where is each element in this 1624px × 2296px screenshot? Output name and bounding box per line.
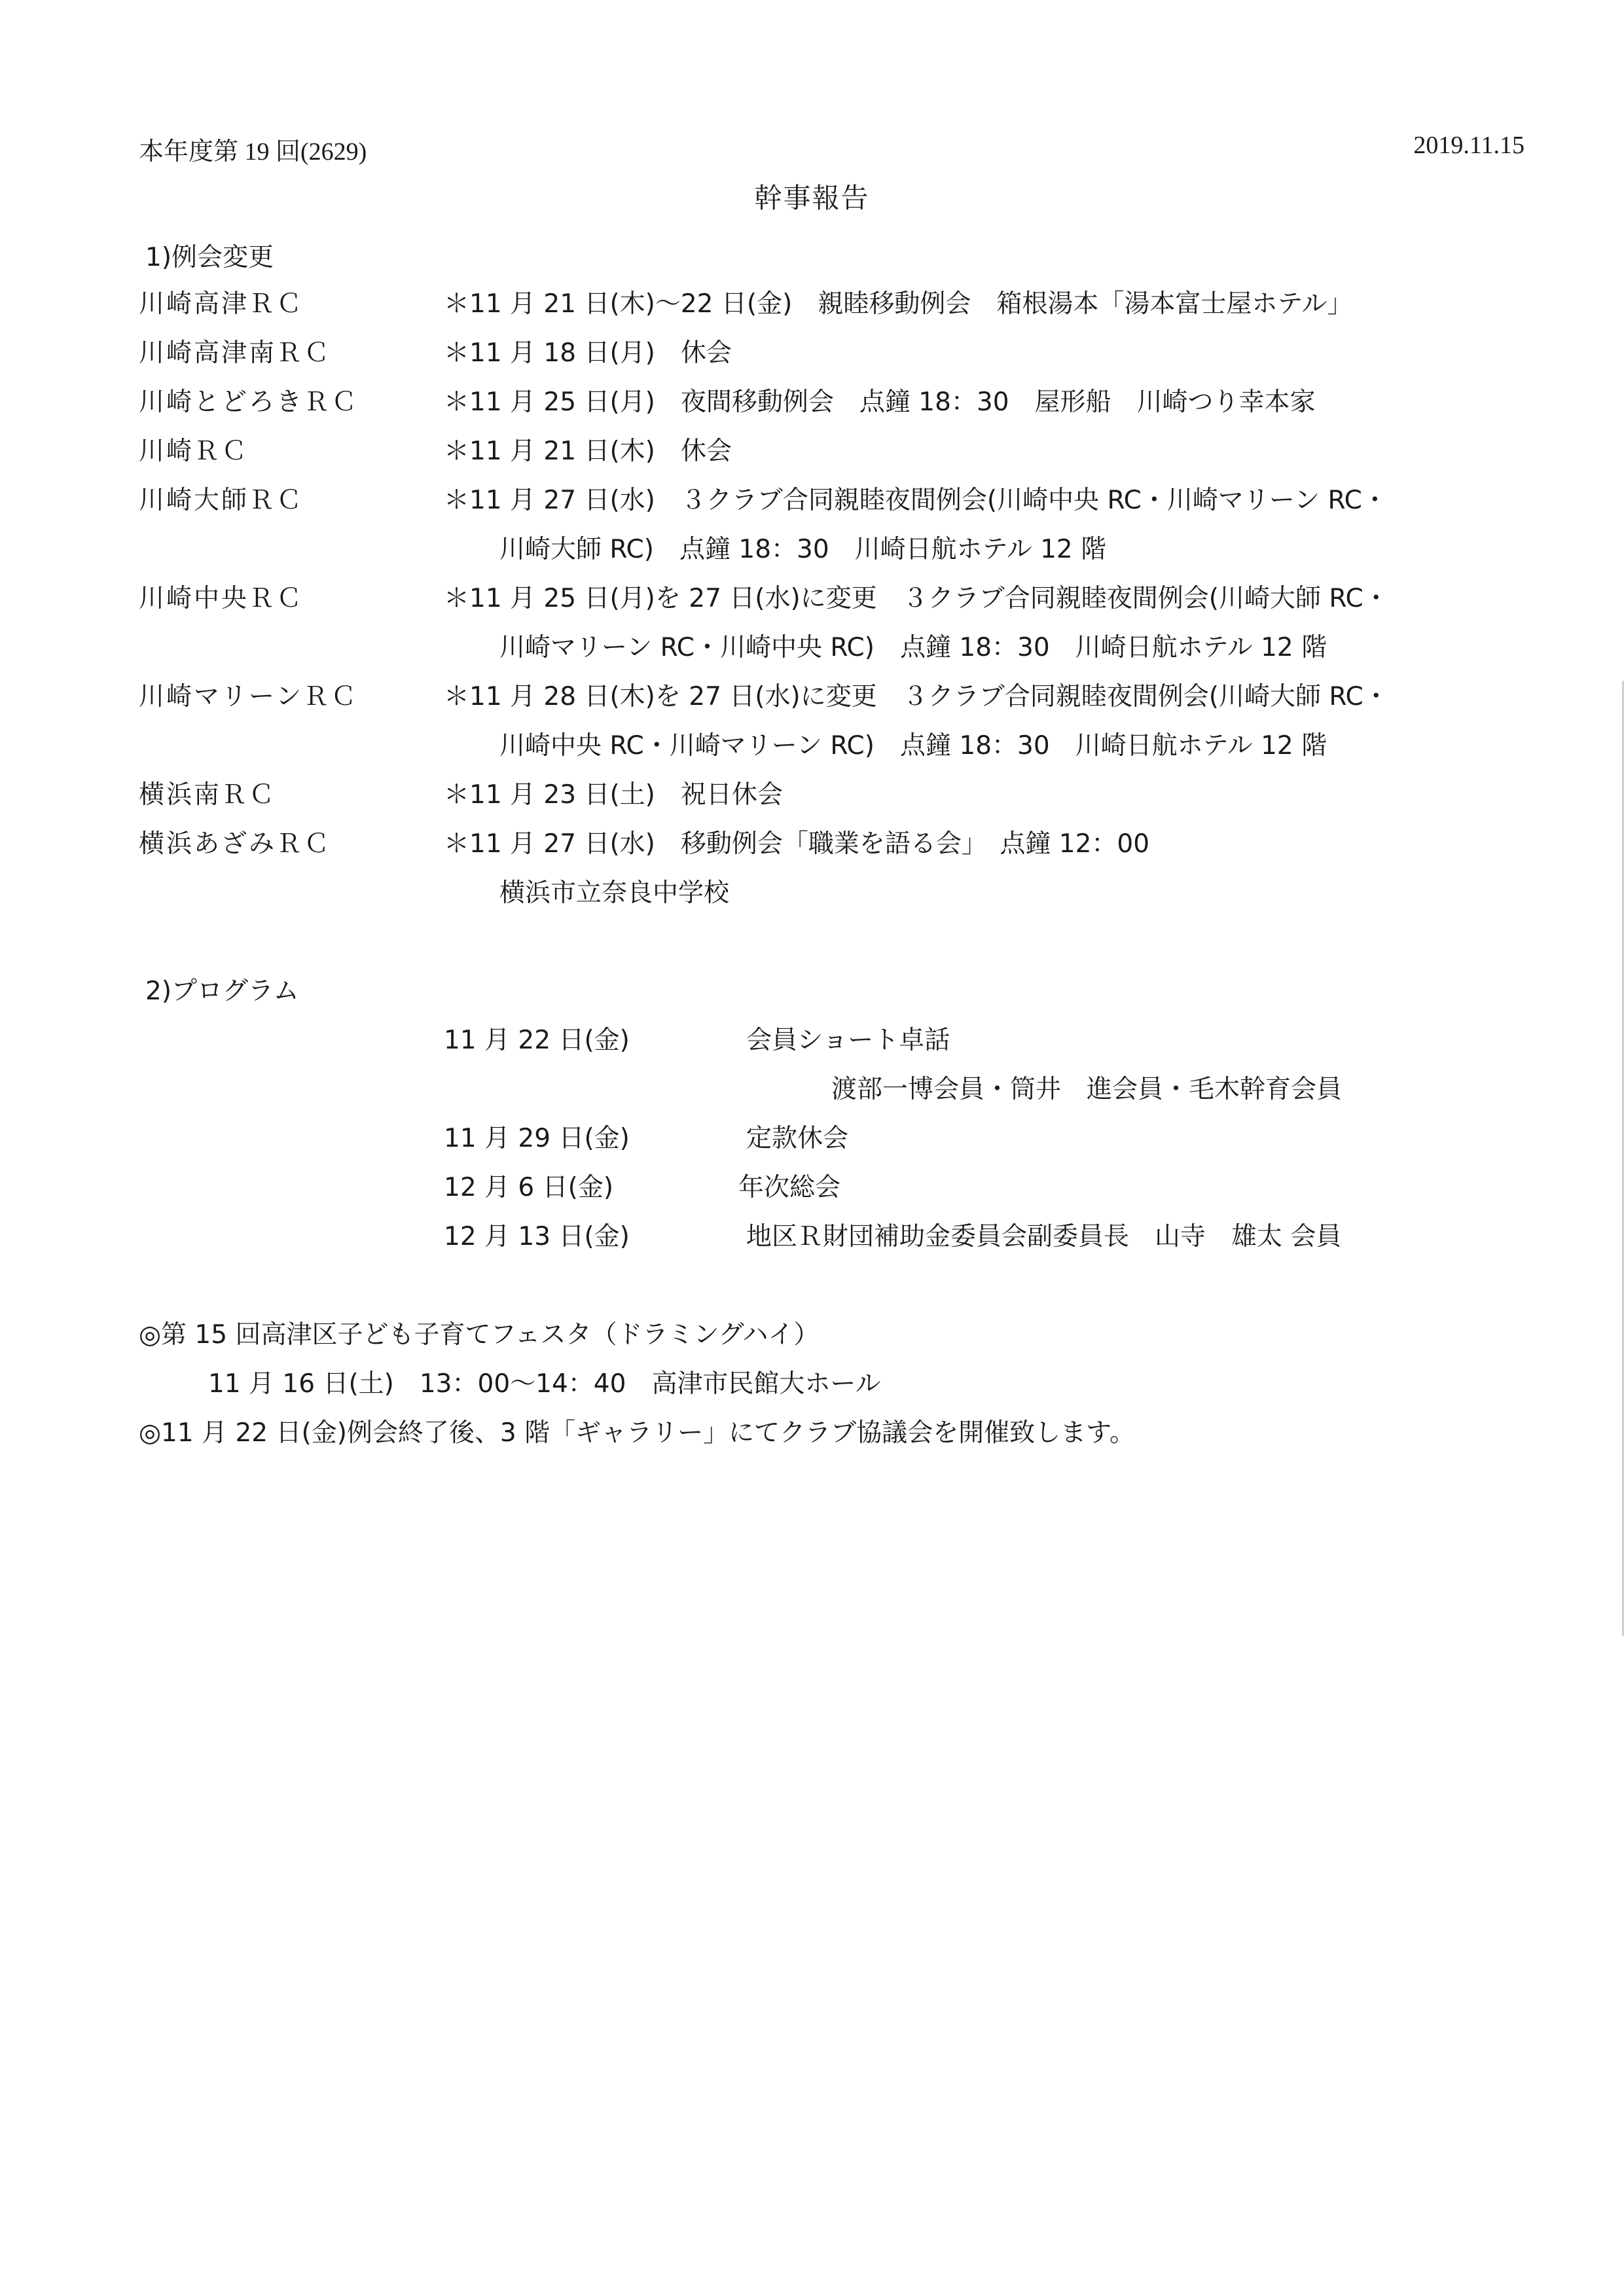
change-text: ＊11 月 27 日(水) ３クラブ合同親睦夜間例会(川崎中央 RC・川崎マリーン RC・ xyxy=(444,486,1388,515)
program-title: 地区Ｒ財団補助金委員会副委員長 山寺 雄太 会員 xyxy=(746,1222,1342,1251)
club-name: 川崎大師ＲＣ xyxy=(139,486,304,515)
program-item xyxy=(0,1216,1624,1253)
change-text-continued: 横浜市立奈良中学校 xyxy=(499,878,730,908)
list-item xyxy=(0,283,1624,320)
program-item xyxy=(0,1167,1624,1204)
change-text-continued: 川崎大師 RC) 点鐘 18：30 川崎日航ホテル 12 階 xyxy=(499,535,1107,564)
program-date: 12 月 6 日(金) xyxy=(444,1173,614,1202)
list-item xyxy=(0,774,1624,811)
list-item-continuation xyxy=(0,725,1624,762)
list-item xyxy=(0,431,1624,467)
program-date: 12 月 13 日(金) xyxy=(444,1222,630,1251)
report-date: 2019.11.15 xyxy=(1413,132,1525,159)
club-name: 川崎中央ＲＣ xyxy=(139,584,304,613)
change-text: ＊11 月 21 日(木)～22 日(金) 親睦移動例会 箱根湯本「湯本富士屋ホテル」 xyxy=(444,289,1353,319)
program-date: 11 月 29 日(金) xyxy=(444,1124,630,1153)
club-name: 川崎とどろきＲＣ xyxy=(139,387,359,417)
change-text: ＊11 月 21 日(木) 休会 xyxy=(444,437,732,466)
change-text-continued: 川崎マリーン RC・川崎中央 RC) 点鐘 18：30 川崎日航ホテル 12 階 xyxy=(499,633,1327,662)
section-heading-program: 2)プログラム xyxy=(145,977,299,1006)
note-festa-details: 11 月 16 日(土) 13：00～14：40 高津市民館大ホール xyxy=(208,1369,881,1399)
program-speakers: 渡部一博会員・筒井 進会員・毛木幹育会員 xyxy=(831,1075,1343,1104)
list-item xyxy=(0,332,1624,369)
list-item xyxy=(0,480,1624,516)
club-name: 川崎ＲＣ xyxy=(139,437,249,466)
change-text: ＊11 月 25 日(月)を 27 日(水)に変更 ３クラブ合同親睦夜間例会(川崎大師 RC・ xyxy=(444,584,1389,613)
club-name: 川崎高津南ＲＣ xyxy=(139,338,332,368)
change-text: ＊11 月 23 日(土) 祝日休会 xyxy=(444,780,783,810)
program-title: 年次総会 xyxy=(738,1173,841,1202)
change-text: ＊11 月 27 日(水) 移動例会「職業を語る会」 点鐘 12：00 xyxy=(444,829,1150,859)
note-club-assembly: ◎11 月 22 日(金)例会終了後、3 階「ギャラリー」にてクラブ協議会を開催致します。 xyxy=(139,1418,1135,1448)
section-heading-meeting-changes: 1)例会変更 xyxy=(145,243,274,272)
list-item-continuation xyxy=(0,872,1624,909)
program-title: 定款休会 xyxy=(746,1124,849,1153)
list-item xyxy=(0,823,1624,860)
change-text: ＊11 月 25 日(月) 夜間移動例会 点鐘 18：30 屋形船 川崎つり幸本家 xyxy=(444,387,1316,417)
program-item xyxy=(0,1020,1624,1056)
program-date: 11 月 22 日(金) xyxy=(444,1026,630,1055)
list-item-continuation xyxy=(0,529,1624,565)
list-item xyxy=(0,676,1624,713)
club-name: 川崎マリーンＲＣ xyxy=(139,682,359,711)
list-item xyxy=(0,578,1624,615)
change-text-continued: 川崎中央 RC・川崎マリーン RC) 点鐘 18：30 川崎日航ホテル 12 階 xyxy=(499,731,1327,761)
list-item xyxy=(0,382,1624,418)
program-item xyxy=(0,1118,1624,1155)
club-name: 川崎高津ＲＣ xyxy=(139,289,304,319)
page-title: 幹事報告 xyxy=(754,182,870,214)
change-text: ＊11 月 18 日(月) 休会 xyxy=(444,338,732,368)
list-item-continuation xyxy=(0,627,1624,664)
note-festa: ◎第 15 回高津区子ども子育てフェスタ（ドラミングハイ） xyxy=(139,1320,820,1350)
change-text: ＊11 月 28 日(木)を 27 日(水)に変更 ３クラブ合同親睦夜間例会(川崎大師 RC・ xyxy=(444,682,1389,711)
meeting-number: 本年度第 19 回(2629) xyxy=(139,138,367,166)
club-name: 横浜南ＲＣ xyxy=(139,780,277,810)
program-title: 会員ショート卓話 xyxy=(746,1026,950,1055)
club-name: 横浜あざみＲＣ xyxy=(139,829,332,859)
program-item-detail xyxy=(0,1069,1624,1105)
